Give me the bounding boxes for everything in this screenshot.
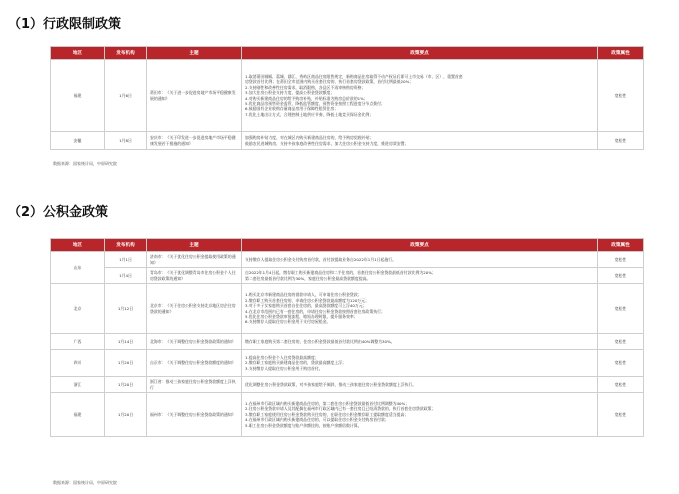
region-cell: 福建 — [51, 60, 105, 132]
point-line: 4.对购买新建商品住房的给予购房补贴，补贴标准为购房总价款的1%； — [245, 95, 368, 101]
housing-fund-table — [50, 238, 644, 437]
source-note: 数据来源：国家统计局，中原研究院 — [53, 161, 117, 166]
point-line: 1.取消莆田城厢、荔城、涵江、秀屿区商品住房限售规定，新购商品住房取得不动产权证后即可上市交易（市、区），重置首套 — [245, 73, 463, 79]
points-cell — [242, 268, 598, 284]
topic-cell: 北海市：《关于调整住房公积金贷款政策的通知》 — [147, 334, 242, 350]
point-line: 2.缴存职工购买首套住房的，申请住房公积金贷款最高额度为120万元； — [245, 297, 369, 303]
section-title-housing-fund: （2）公积金政策 — [8, 205, 109, 220]
point-line: 5.优化住房公积金贷款审批流程，缩短办理时限，提升服务效率； — [245, 313, 358, 319]
point-line: 4.在北京市范围内已有一套住房的，申请住房公积金贷款按照首套住房政策执行； — [245, 308, 385, 314]
point-line: 优化调整住房公积金贷款政策，对多孩家庭给予倾斜，推动三孩家庭住房公积金贷款额度上浮执行。 — [245, 381, 417, 387]
header-points: 政策要点 — [242, 47, 598, 60]
point-line: 3.支持缴存人提取住房公积金用于购房首付。 — [245, 365, 323, 371]
point-line: 缴存职工家庭购买第二套住房的，住房公积金贷款最低首付款比例由40%调整为30%。 — [245, 338, 395, 344]
point-line: 4.在福州市行政区域内购买新建商品住房的，可以提取住房公积金支付购房首付款； — [245, 417, 389, 423]
point-line: 6.支持缴存人提取住房公积金用于支付房屋租金。 — [245, 319, 331, 325]
point-line: 自2022年1月4日起，缴存职工购买新建商品住房和二手住房的，首套住房公积金贷款最低首付款比例为20%； — [245, 270, 436, 276]
section-title-admin-policy: （1）行政限制政策 — [8, 17, 122, 32]
point-line: 5.优化商品房预售资金监管，降低监管额度，预售资金按照工程进度分节点拨付； — [245, 100, 385, 106]
header-attr: 政策属性 — [598, 47, 644, 60]
region-cell: 广西 — [51, 334, 105, 350]
date-cell: 1月20日 — [105, 350, 147, 377]
point-line: 第二套住房最低首付款比例为30%，家庭住房公积金最高贷款额度提高。 — [245, 275, 371, 281]
attr-cell: 宽松性 — [598, 334, 644, 350]
points-cell — [242, 393, 598, 437]
table-row — [51, 377, 644, 393]
region-cell: 浙江 — [51, 377, 105, 393]
date-cell: 1月12日 — [105, 284, 147, 334]
point-line: 7.优化土地出让方式，合理控制土地供应节奏，降低土地竞买保证金比例； — [245, 111, 374, 117]
table-row — [51, 393, 644, 437]
attr-cell: 宽松性 — [598, 268, 644, 284]
point-line: 支持缴存人提取住房公积金支付购房首付款，首付款提取业务自2022年1月1日起施行。 — [245, 256, 397, 262]
region-cell: 北京 — [51, 284, 105, 334]
date-cell: 1月20日 — [105, 377, 147, 393]
attr-cell: 宽松性 — [598, 252, 644, 268]
point-line: 2.住房公积金贷款申请人及其配偶在福州市行政区域内已有一套住房且已结清贷款的，执行首套住房贷款政策； — [245, 406, 436, 412]
header-attr: 政策属性 — [598, 239, 644, 252]
points-cell — [242, 334, 598, 350]
attr-cell: 宽松性 — [598, 393, 644, 437]
header-region: 地区 — [51, 239, 105, 252]
points-cell — [242, 60, 598, 132]
region-cell: 福建 — [51, 393, 105, 437]
date-cell: 1月4日 — [105, 268, 147, 284]
point-line: 1.提高住房公积金个人住房贷款最高额度； — [245, 354, 319, 360]
table-header-row — [51, 239, 644, 252]
point-line: 鼓励农民进城购房，支持多孩家庭改善性住房需求，加大住房公积金支持力度，推进房票安置； — [245, 140, 409, 146]
topic-cell: 福州市：《关于调整住房公积金贷款政策的通知》 — [147, 393, 242, 437]
attr-cell: 宽松性 — [598, 377, 644, 393]
topic-cell: 济南市：《关于优化住房公积金提取使用政策的通知》 — [147, 252, 242, 268]
point-line: 3.缴存职工家庭使用住房公积金贷款购买住房的，在职住房公积金缴存职工提取额度适当提高； — [245, 411, 409, 417]
table-row — [51, 334, 644, 350]
attr-cell: 宽松性 — [598, 132, 644, 150]
point-line: 房贷款首付比例；在莆田全市范围内购买首套住房的，执行首套房贷款政策，首付比例最低20%； — [245, 79, 414, 85]
topic-cell: 自贡市：《关于调整住房公积金贷款额度的通知》 — [147, 350, 242, 377]
points-cell — [242, 377, 598, 393]
table-row — [51, 284, 644, 334]
admin-policy-table — [50, 46, 644, 150]
topic-cell: 北京市：《关于住房公积金支持北京地区房企住房贷款的通知》 — [147, 284, 242, 334]
date-cell: 1月1日 — [105, 252, 147, 268]
topic-cell: 浙江省：推动三孩家庭住房公积金贷款额度上浮执行 — [147, 377, 242, 393]
attr-cell: 宽松性 — [598, 60, 644, 132]
region-cell: 安徽 — [51, 132, 105, 150]
date-cell: 1月14日 — [105, 334, 147, 350]
attr-cell: 宽松性 — [598, 284, 644, 334]
source-note: 数据来源：国家统计局，中原研究院 — [53, 480, 117, 485]
points-cell — [242, 284, 598, 334]
point-line: 3.加大住房公积金支持力度，提高公积金贷款额度； — [245, 90, 335, 96]
point-line: 2.缴存职工家庭购买新建商品住房的，贷款最高额度上浮； — [245, 360, 346, 366]
point-line: 1.在福州市行政区域内购买新建商品住房的，第二套住房公积金贷款最低首付比例调整为40%； — [245, 400, 410, 406]
date-cell: 1月6日 — [105, 60, 147, 132]
attr-cell: 宽松性 — [598, 350, 644, 377]
point-line: 5.职工住房公积金贷款额度与账户余额挂钩，按账户余额倍数计算。 — [245, 422, 362, 428]
header-points: 政策要点 — [242, 239, 598, 252]
date-cell: 1月20日 — [105, 393, 147, 437]
point-line: 2.支持刚性和改善性住房需求，取消限购，各县区不再审核购房资格； — [245, 84, 366, 90]
table-row — [51, 132, 644, 150]
points-cell — [242, 350, 598, 377]
table-row — [51, 350, 644, 377]
header-org: 发布机构 — [105, 239, 147, 252]
point-line: 3.对于多子女家庭购买首套自住住房的，最高贷款额度可上浮40万元； — [245, 303, 367, 309]
table-header-row — [51, 47, 644, 60]
points-cell — [242, 252, 598, 268]
header-topic: 主题 — [147, 47, 242, 60]
header-org: 发布机构 — [105, 47, 147, 60]
region-cell: 四川 — [51, 350, 105, 377]
point-line: 6.鼓励国有企业收购存量商品房用于保障性租赁住房； — [245, 106, 339, 112]
table-row — [51, 268, 644, 284]
header-region: 地区 — [51, 47, 105, 60]
points-cell — [242, 132, 598, 150]
topic-cell: 莆田市：《关于进一步促进房地产市场平稳健康发展的通知》 — [147, 60, 242, 132]
table-row — [51, 60, 644, 132]
point-line: 加强购房补贴力度，对在城区内购买新建商品住房的，给予购房契税补贴； — [245, 135, 374, 141]
header-topic: 主题 — [147, 239, 242, 252]
point-line: 1.购买北京市新建商品住房的借款申请人，可申请住房公积金贷款； — [245, 292, 362, 298]
topic-cell: 青岛市：《关于优化调整青岛市住房公积金个人住房贷款政策的通知》 — [147, 268, 242, 284]
table-row — [51, 252, 644, 268]
date-cell: 1月8日 — [105, 132, 147, 150]
topic-cell: 安庆市：《关于印发进一步促进房地产市场平稳健康发展若干措施的通知》 — [147, 132, 242, 150]
region-cell: 山东 — [51, 252, 105, 284]
